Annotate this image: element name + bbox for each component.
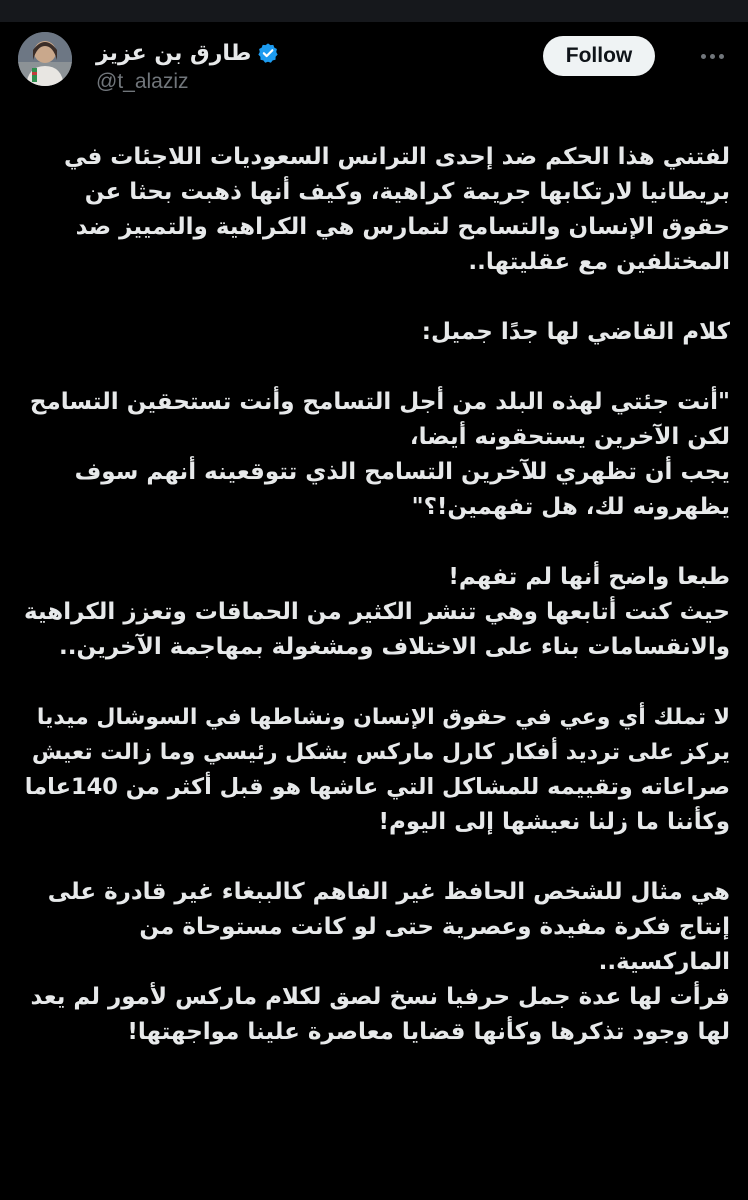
tweet-body [24, 140, 730, 1050]
follow-button[interactable]: Follow [543, 36, 655, 76]
tweet-line: يركز على ترديد أفكار كارل ماركس بشكل رئيسي وما زالت تعيش [31, 740, 730, 765]
tweet-line: حقوق الإنسان والتسامح لتمارس هي الكراهية والتمييز ضد [75, 214, 730, 240]
paragraph-gap [24, 665, 730, 700]
tweet-line: حيث كنت أتابعها وهي تنشر الكثير من الحماقات وتعزز الكراهية [23, 599, 730, 625]
top-edge-bar [0, 0, 748, 22]
more-dot [701, 54, 706, 59]
tweet-line: يجب أن تظهري للآخرين التسامح الذي تتوقعينه أنهم سوف [74, 459, 730, 485]
tweet-line: صراعاته وتقييمه للمشاكل التي عاشها هو قبل أكثر من 140عاما [24, 774, 730, 800]
tweet-line: قرأت لها عدة جمل حرفيا نسخ لصق لكلام ماركس لأمور لم يعد [30, 984, 730, 1010]
paragraph-gap [24, 280, 730, 315]
display-name-row[interactable] [96, 38, 396, 68]
more-dot [710, 54, 715, 59]
tweet-line: بريطانيا لارتكابها جريمة كراهية، وكيف أنها ذهبت بحثا عن [84, 179, 730, 205]
tweet-line: لكن الآخرين يستحقونه أيضا، [409, 424, 730, 450]
tweet-line: والانقسامات بناء على الاختلاف ومشغولة بمهاجمة الآخرين.. [59, 634, 730, 660]
more-dot [719, 54, 724, 59]
tweet-line: الماركسية.. [598, 949, 730, 975]
tweet-line: كلام القاضي لها جدًا جميل: [421, 319, 730, 345]
paragraph-gap [24, 350, 730, 385]
tweet-line: يظهرونه لك، هل تفهمين!؟" [411, 494, 730, 520]
author-display-name[interactable]: طارق بن عزيز [96, 40, 252, 66]
avatar-photo [18, 32, 72, 86]
paragraph-gap [24, 840, 730, 875]
author-handle[interactable]: @t_alaziz [96, 70, 189, 93]
tweet-line: لها وجود تذكرها وكأنها قضايا معاصرة علينا مواجهتها! [127, 1019, 730, 1045]
tweet-line: هي مثال للشخص الحافظ غير الفاهم كالببغاء غير قادرة على [47, 879, 730, 905]
tweet-line: لا تملك أي وعي في حقوق الإنسان ونشاطها في السوشال ميديا [36, 705, 730, 730]
tweet-line: طبعا واضح أنها لم تفهم! [448, 564, 730, 590]
verified-badge-icon [257, 42, 279, 64]
author-names [96, 38, 396, 94]
tweet-line: إنتاج فكرة مفيدة وعصرية حتى لو كانت مستوحاة من [139, 914, 730, 940]
tweet-line: لفتني هذا الحكم ضد إحدى الترانس السعوديات اللاجئات في [63, 144, 730, 170]
tweet-line: "أنت جئتي لهذه البلد من أجل التسامح وأنت تستحقين التسامح [29, 389, 730, 415]
tweet-line: وكأننا ما زلنا نعيشها إلى اليوم! [378, 809, 730, 835]
paragraph-gap [24, 525, 730, 560]
tweet-header [0, 22, 748, 112]
avatar[interactable] [18, 32, 72, 86]
tweet-line: المختلفين مع عقليتها.. [468, 249, 730, 275]
more-options-icon[interactable] [692, 40, 732, 72]
